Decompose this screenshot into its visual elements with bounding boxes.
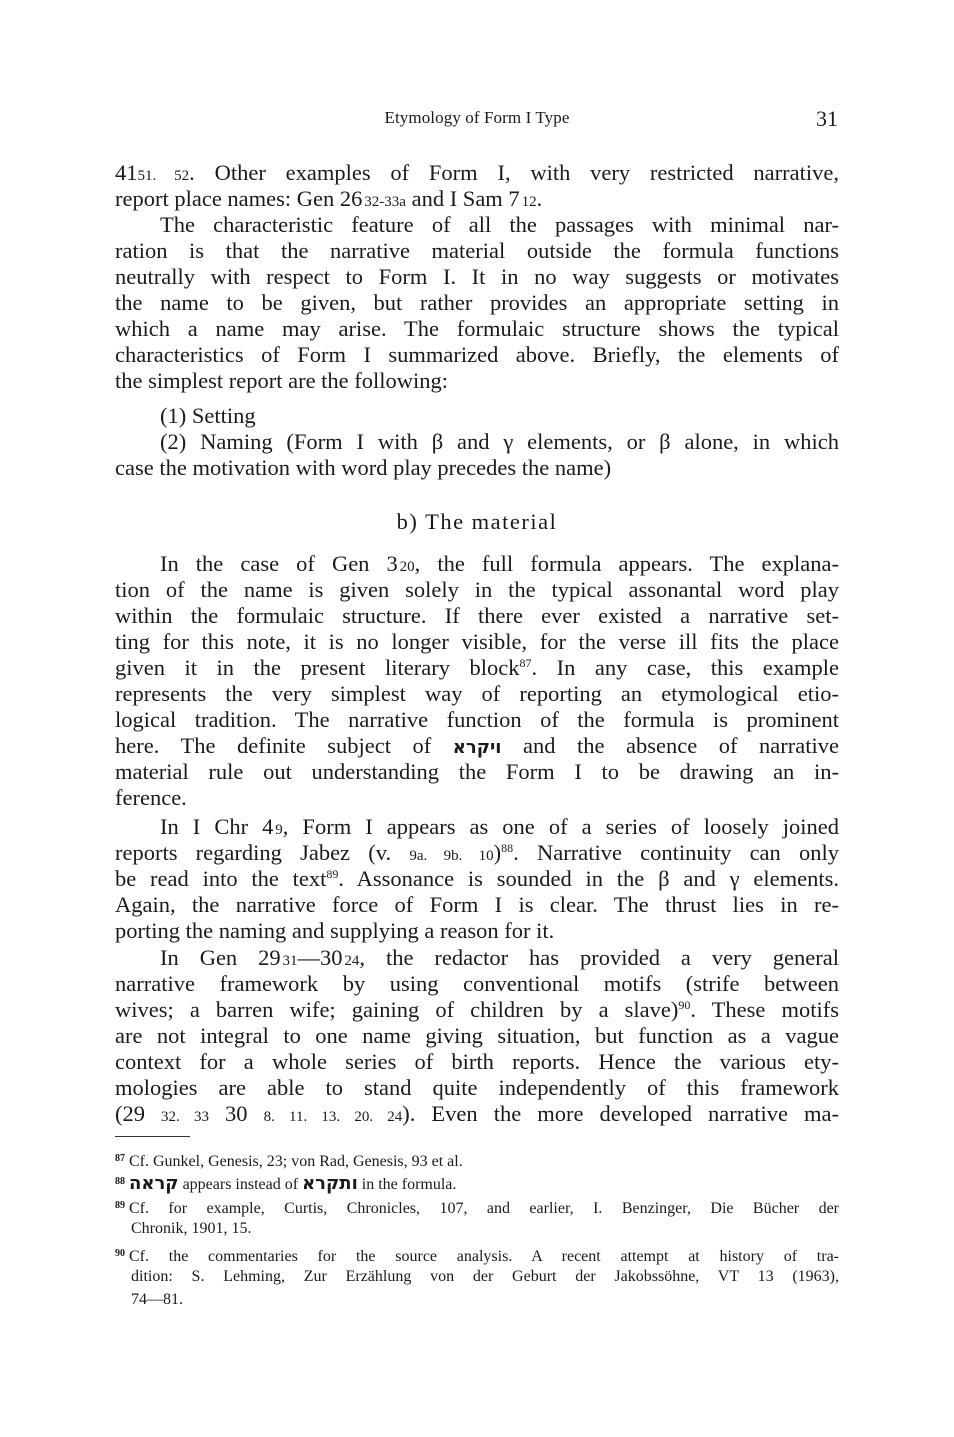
body-line [115,655,839,681]
text: In Gen 29 [160,945,281,970]
footnote-90 [115,1243,839,1268]
text: . These motifs [690,997,839,1022]
footnote-ref[interactable]: 90 [678,998,691,1012]
body-line [115,945,839,974]
text: be read into the text [115,866,327,891]
body-line: context for a whole series of birth reports. Hence the various ety- [115,1049,839,1074]
footnote-text: Cf. Gunkel, Genesis, 23; von Rad, Genesis, 93 et al. [129,1153,463,1170]
text: here. The definite subject of [115,733,453,758]
text: and the absence of narrative [501,733,839,758]
body-line [115,733,839,761]
page-number: 31 [816,106,838,131]
body-line [115,814,839,843]
footnote-rule [115,1136,190,1137]
footnote-text: Cf. for example, Curtis, Chronicles, 107, and earlier, I. Benzinger, Die Bücher der [129,1200,839,1217]
body-line: neutrally with respect to Form I. It in no way suggests or motivates [115,264,839,289]
text: ). Even the more developed narrative ma- [402,1101,840,1126]
verse-ref: 9a. 9b. 10 [409,848,494,864]
text: , Form I appears as one of a series of loosely joined [282,814,839,839]
list-item: (1) Setting [160,403,256,428]
body-line [115,551,839,580]
footnote-text: appears instead of [178,1176,303,1193]
body-line: within the formulaic structure. If there ever existed a narrative set- [115,603,839,628]
body-line [115,997,839,1023]
verse-ref: 32. 33 [161,1109,209,1125]
verse-ref: 51. 52 [137,168,190,184]
list-item: (2) Naming (Form I with β and γ elements, or β alone, in which [160,429,839,454]
footnote-89 [115,1195,839,1220]
verse-ref: 20 [399,559,415,575]
text: , the full formula appears. The explana- [414,551,839,576]
running-head [0,106,954,130]
text: ) [493,840,502,865]
body-line: which a name may arise. The formulaic structure shows the typical [115,316,839,341]
footnote-text: Cf. the commentaries for the source analysis. A recent attempt at history of tra- [129,1248,839,1265]
footnote-number: 88 [115,1176,125,1187]
text: In I Chr 4 [160,814,274,839]
text: reports regarding Jabez (v. [115,840,410,865]
footnote-87 [115,1148,839,1173]
body-line: the simplest report are the following: [115,368,449,393]
text: . Narrative continuity can only [513,840,839,865]
footnote-ref[interactable]: 88 [501,841,514,855]
footnote-text: in the formula. [357,1176,457,1193]
text: 41 [115,160,138,185]
verse-ref: 31 [282,953,298,969]
footnote-89-cont: Chronik, 1901, 15. [131,1220,252,1237]
body-line: logical tradition. The narrative function of the formula is prominent [115,707,839,732]
body-line: are not integral to one name giving situation, but function as a vague [115,1023,839,1048]
verse-ref: 8. 11. 13. 20. 24 [263,1109,403,1125]
body-line: the name to be given, but rather provides an appropriate setting in [115,290,839,315]
text: . In any case, this example [531,655,839,680]
hebrew-word: קראה [129,1173,179,1194]
text: given it in the present literary block [115,655,520,680]
footnote-number: 87 [115,1153,125,1164]
list-item-continuation: case the motivation with word play precedes the name) [115,455,612,480]
body-line: The characteristic feature of all the passages with minimal nar- [160,212,839,237]
body-line: represents the very simplest way of reporting an etymological etio- [115,681,839,706]
running-title: Etymology of Form I Type [384,108,570,127]
text: . Other examples of Form I, with very restricted narrative, [189,160,839,185]
body-line [115,840,839,869]
verse-ref: 9 [275,822,283,838]
text: (29 [115,1101,162,1126]
body-line: mologies are able to stand quite independently of this framework [115,1075,839,1100]
footnote-number: 89 [115,1200,125,1211]
verse-ref: 32-33a [364,194,406,210]
footnote-88 [115,1171,839,1196]
verse-ref: 24 [344,953,360,969]
footnote-90-cont: 74—81. [131,1291,183,1308]
body-line: material rule out understanding the Form I to be drawing an in- [115,759,839,784]
text: report place names: Gen 26 [115,186,363,211]
text: 30 [208,1101,264,1126]
text: —30 [297,945,343,970]
text: wives; a barren wife; gaining of children by a slave) [115,997,679,1022]
body-line: porting the naming and supplying a reason for it. [115,918,555,943]
body-line: Again, the narrative force of Form I is clear. The thrust lies in re- [115,892,839,917]
body-line: characteristics of Form I summarized above. Briefly, the elements of [115,342,839,367]
text: . Assonance is sounded in the β and γ elements. [338,866,839,891]
verse-ref: 12 [521,194,537,210]
footnote-ref[interactable]: 87 [519,656,532,670]
text: , the redactor has provided a very general [359,945,839,970]
body-line: narrative framework by using conventional motifs (strife between [115,971,839,996]
body-line [115,866,839,892]
body-line: ting for this note, it is no longer visible, for the verse ill fits the place [115,629,839,654]
footnote-90-cont: dition: S. Lehming, Zur Erzählung von der Geburt der Jakobssöhne, VT 13 (1963), [131,1268,839,1285]
body-line: ference. [115,785,187,810]
body-line: tion of the name is given solely in the typical assonantal word play [115,577,839,602]
body-line [115,160,839,189]
section-heading: b) The material [396,509,558,534]
footnote-ref[interactable]: 89 [326,867,339,881]
footnote-number: 90 [115,1248,125,1259]
text: In the case of Gen 3 [160,551,398,576]
hebrew-word: ויקרא [452,737,502,758]
text: . [536,186,543,211]
body-line: ration is that the narrative material outside the formula functions [115,238,839,263]
body-line [115,1101,839,1130]
hebrew-word: ותקרא [302,1173,358,1194]
body-line [115,186,839,215]
text: and I Sam 7 [405,186,520,211]
